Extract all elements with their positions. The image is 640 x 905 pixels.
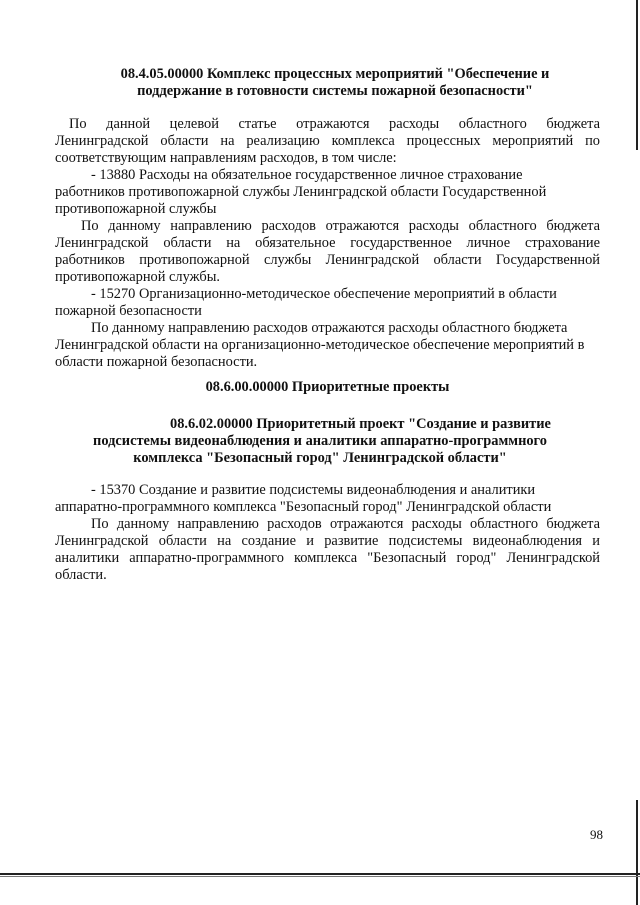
item-desc-line: Ленинградской области на обязательное государственное личное страхование <box>55 235 600 251</box>
text-line: По данной целевой статье отражаются расходы областного бюджета <box>69 116 600 132</box>
heading-line: подсистемы видеонаблюдения и аналитики аппаратно-программного <box>93 433 547 449</box>
heading-line: 08.6.02.00000 Приоритетный проект "Создание и развитие <box>170 416 551 432</box>
item-title-line: аппаратно-программного комплекса "Безопасный город" Ленинградской области <box>55 499 552 515</box>
item-desc-line: противопожарной службы. <box>55 269 220 285</box>
item-title-line: противопожарной службы <box>55 201 217 217</box>
heading-line: поддержание в готовности системы пожарной безопасности" <box>137 83 533 99</box>
heading-line: 08.4.05.00000 Комплекс процессных мероприятий "Обеспечение и <box>120 66 550 82</box>
item-desc-line: области пожарной безопасности. <box>55 354 258 370</box>
expense-item-15370 <box>55 482 600 584</box>
section-heading-08-4-05 <box>70 66 600 100</box>
item-desc-line: Ленинградской области на организационно-методическое обеспечение мероприятий в <box>55 337 585 353</box>
item-desc-line: Ленинградской области на создание и развитие подсистемы видеонаблюдения и <box>55 533 600 549</box>
heading-line: 08.6.00.00000 Приоритетные проекты <box>205 379 450 395</box>
expense-item-13880 <box>55 167 600 286</box>
expense-item-15270 <box>55 286 600 371</box>
section-heading-08-6-02 <box>40 416 600 467</box>
item-title-line: пожарной безопасности <box>55 303 202 319</box>
item-title-line: - 15270 Организационно-методическое обеспечение мероприятий в области <box>91 286 557 302</box>
text-line: соответствующим направлениям расходов, в том числе: <box>55 150 397 166</box>
item-desc-line: области. <box>55 567 107 583</box>
section-heading-08-6-00 <box>55 379 600 396</box>
item-desc-line: По данному направлению расходов отражаются расходы областного бюджета <box>81 218 600 234</box>
scan-bottom-line <box>0 873 640 875</box>
item-title-line: - 13880 Расходы на обязательное государственное личное страхование <box>91 167 523 183</box>
scan-bottom-line <box>0 876 640 877</box>
text-line: Ленинградской области на реализацию комплекса процессных мероприятий по <box>55 133 600 149</box>
intro-paragraph <box>55 116 600 167</box>
item-desc-line: По данному направлению расходов отражаются расходы областного бюджета <box>91 516 600 532</box>
item-desc-line: работников противопожарной службы Ленинградской области Государственной <box>55 252 600 268</box>
item-desc-line: По данному направлению расходов отражаются расходы областного бюджета <box>91 320 568 336</box>
item-desc-line: аналитики аппаратно-программного комплекса "Безопасный город" Ленинградской <box>55 550 600 566</box>
page-number: 98 <box>590 827 603 842</box>
item-title-line: работников противопожарной службы Ленинградской области Государственной <box>55 184 547 200</box>
scan-edge-line <box>636 0 638 150</box>
scan-edge-line <box>636 800 638 905</box>
item-title-line: - 15370 Создание и развитие подсистемы видеонаблюдения и аналитики <box>91 482 536 498</box>
heading-line: комплекса "Безопасный город" Ленинградской области" <box>133 450 507 466</box>
